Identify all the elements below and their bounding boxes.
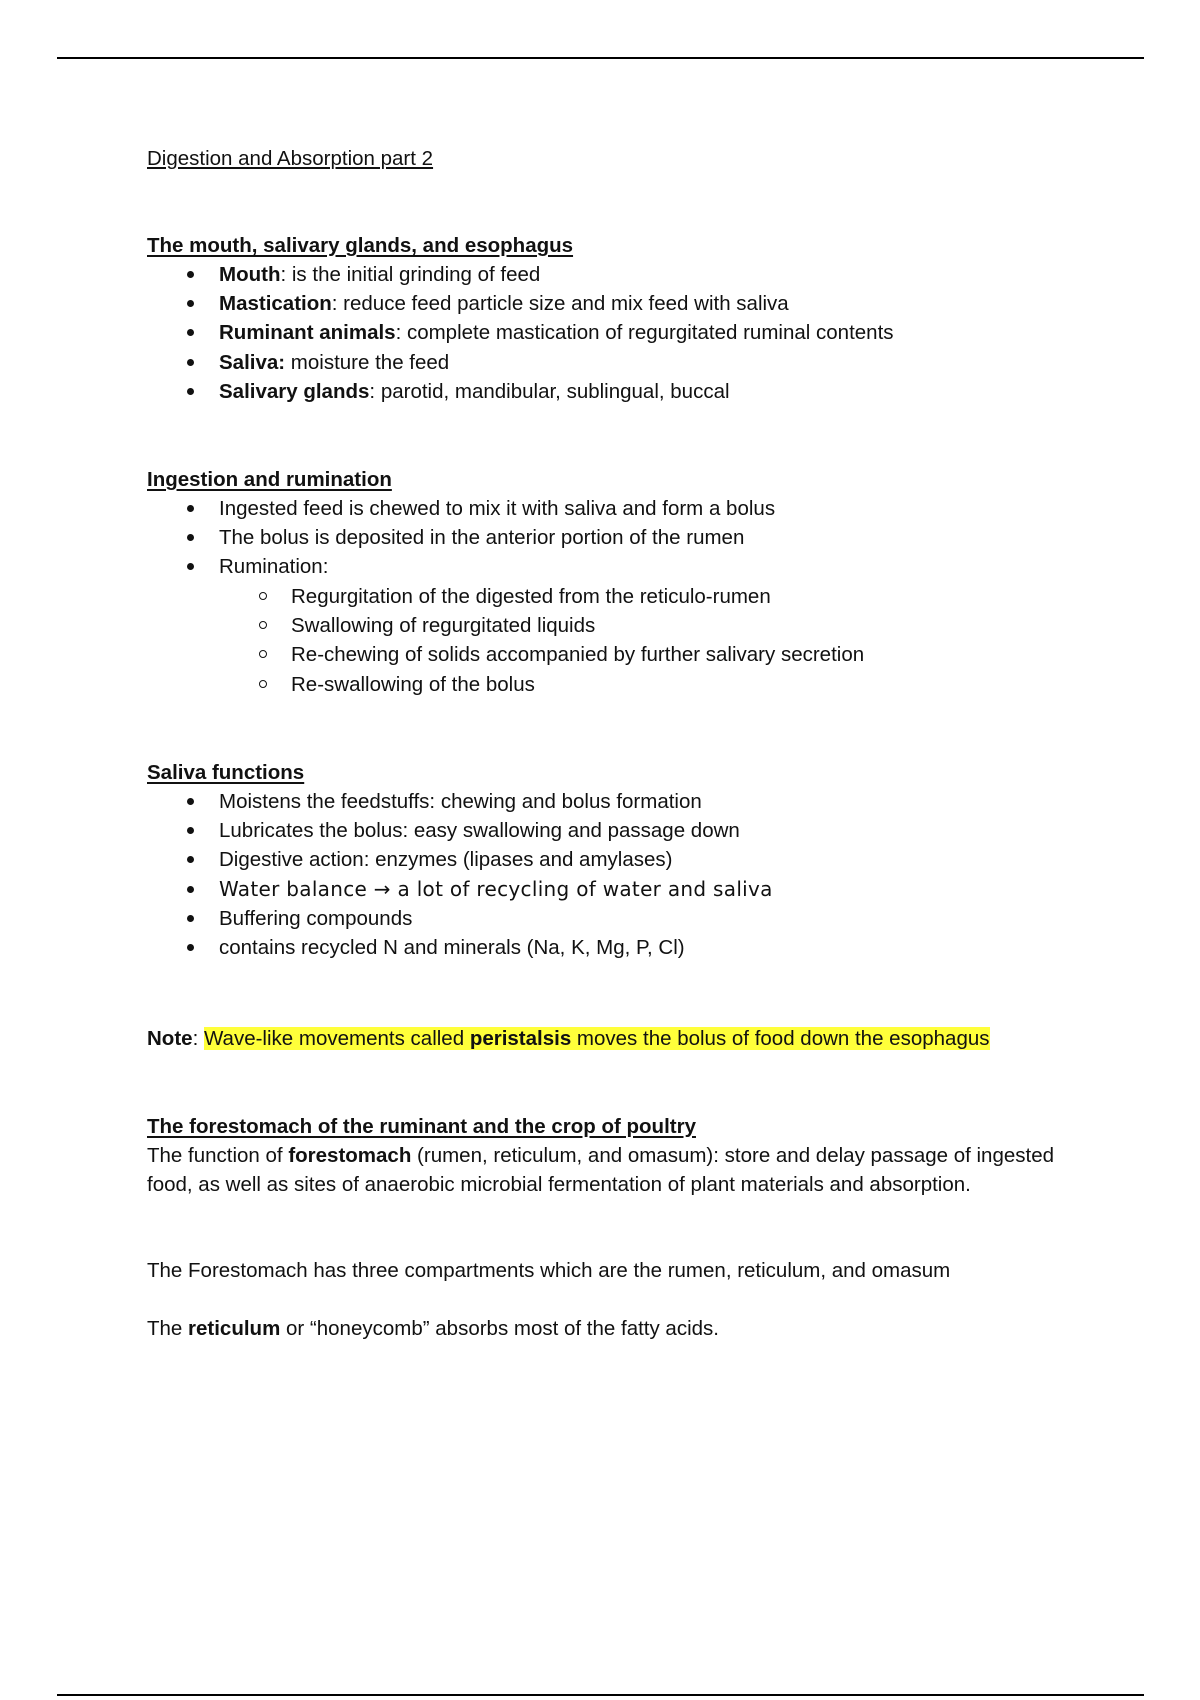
section-title-ingestion: Ingestion and rumination [147,468,392,491]
mouth-list [147,260,1097,406]
note-label: Note [147,1027,193,1050]
list-item [147,377,1097,406]
para-bold-term: forestomach [288,1144,412,1167]
note-sep: : [192,1027,204,1050]
top-rule [57,57,1144,59]
note-text: moves the bolus of food down the esophagus [571,1027,990,1050]
list-item: Digestive action: enzymes (lipases and amylases) [147,845,1097,874]
note-bold-term: peristalsis [469,1027,572,1050]
sub-list-item: Swallowing of regurgitated liquids [219,611,1099,640]
list-text: : parotid, mandibular, sublingual, buccal [369,379,730,403]
para-text: or “honeycomb” absorbs most of the fatty acids. [280,1317,719,1340]
sub-list-item: Re-chewing of solids accompanied by further salivary secretion [219,640,1099,669]
list-item [147,875,1097,904]
list-term: Salivary glands [219,379,370,403]
section-title-mouth: The mouth, salivary glands, and esophagus [147,234,574,257]
document-title: Digestion and Absorption part 2 [147,147,434,170]
list-term: Mastication [219,292,332,316]
paragraph-compartments: The Forestomach has three compartments which are the rumen, reticulum, and omasum [147,1259,951,1282]
list-text: Rumination: [219,555,329,579]
list-item [147,260,1097,289]
list-item: The bolus is deposited in the anterior portion of the rumen [147,523,1097,552]
list-term: Ruminant animals [219,321,396,345]
para-text: (rumen, reticulum, and omasum): store and delay passage of ingested food, as well as sites of anaerobic microbial fermentation of plant materials and absorption. [147,1144,1055,1197]
saliva-list [147,787,1097,962]
note-highlight [204,1027,990,1050]
note-text: Wave-like movements called [203,1027,470,1050]
list-text: : complete mastication of regurgitated ruminal contents [395,321,894,345]
para-bold-term: reticulum [188,1317,281,1340]
list-item: Moistens the feedstuffs: chewing and bolus formation [147,787,1097,816]
para-text: The function of [147,1144,289,1167]
list-item: Ingested feed is chewed to mix it with saliva and form a bolus [147,494,1097,523]
list-item [147,289,1097,318]
sub-list-item: Regurgitation of the digested from the reticulo-rumen [219,582,1099,611]
list-item: Buffering compounds [147,904,1097,933]
paragraph-reticulum [147,1314,1067,1343]
list-item [147,318,1097,347]
note-line [147,1024,990,1053]
sub-list-item: Re-swallowing of the bolus [219,670,1099,699]
list-item [147,348,1097,377]
list-item: contains recycled N and minerals (Na, K, Mg, P, Cl) [147,933,1097,962]
list-text: : reduce feed particle size and mix feed with saliva [331,292,789,316]
list-item [147,552,1097,581]
list-text: Water balance → a lot of recycling of water and saliva [219,876,773,901]
bottom-rule [57,1694,1144,1696]
list-term: Mouth [219,263,281,286]
list-term: Saliva: [219,350,286,374]
ingestion-list [147,494,1097,582]
list-text: moisture the feed [285,350,450,374]
list-item: Lubricates the bolus: easy swallowing and passage down [147,816,1097,845]
section-title-forestomach: The forestomach of the ruminant and the crop of poultry [147,1115,696,1138]
paragraph-forestomach-function [147,1141,1067,1199]
section-title-saliva: Saliva functions [147,761,305,784]
rumination-sublist [219,582,1099,699]
para-text: The [147,1317,189,1340]
list-text: : is the initial grinding of feed [280,263,541,286]
